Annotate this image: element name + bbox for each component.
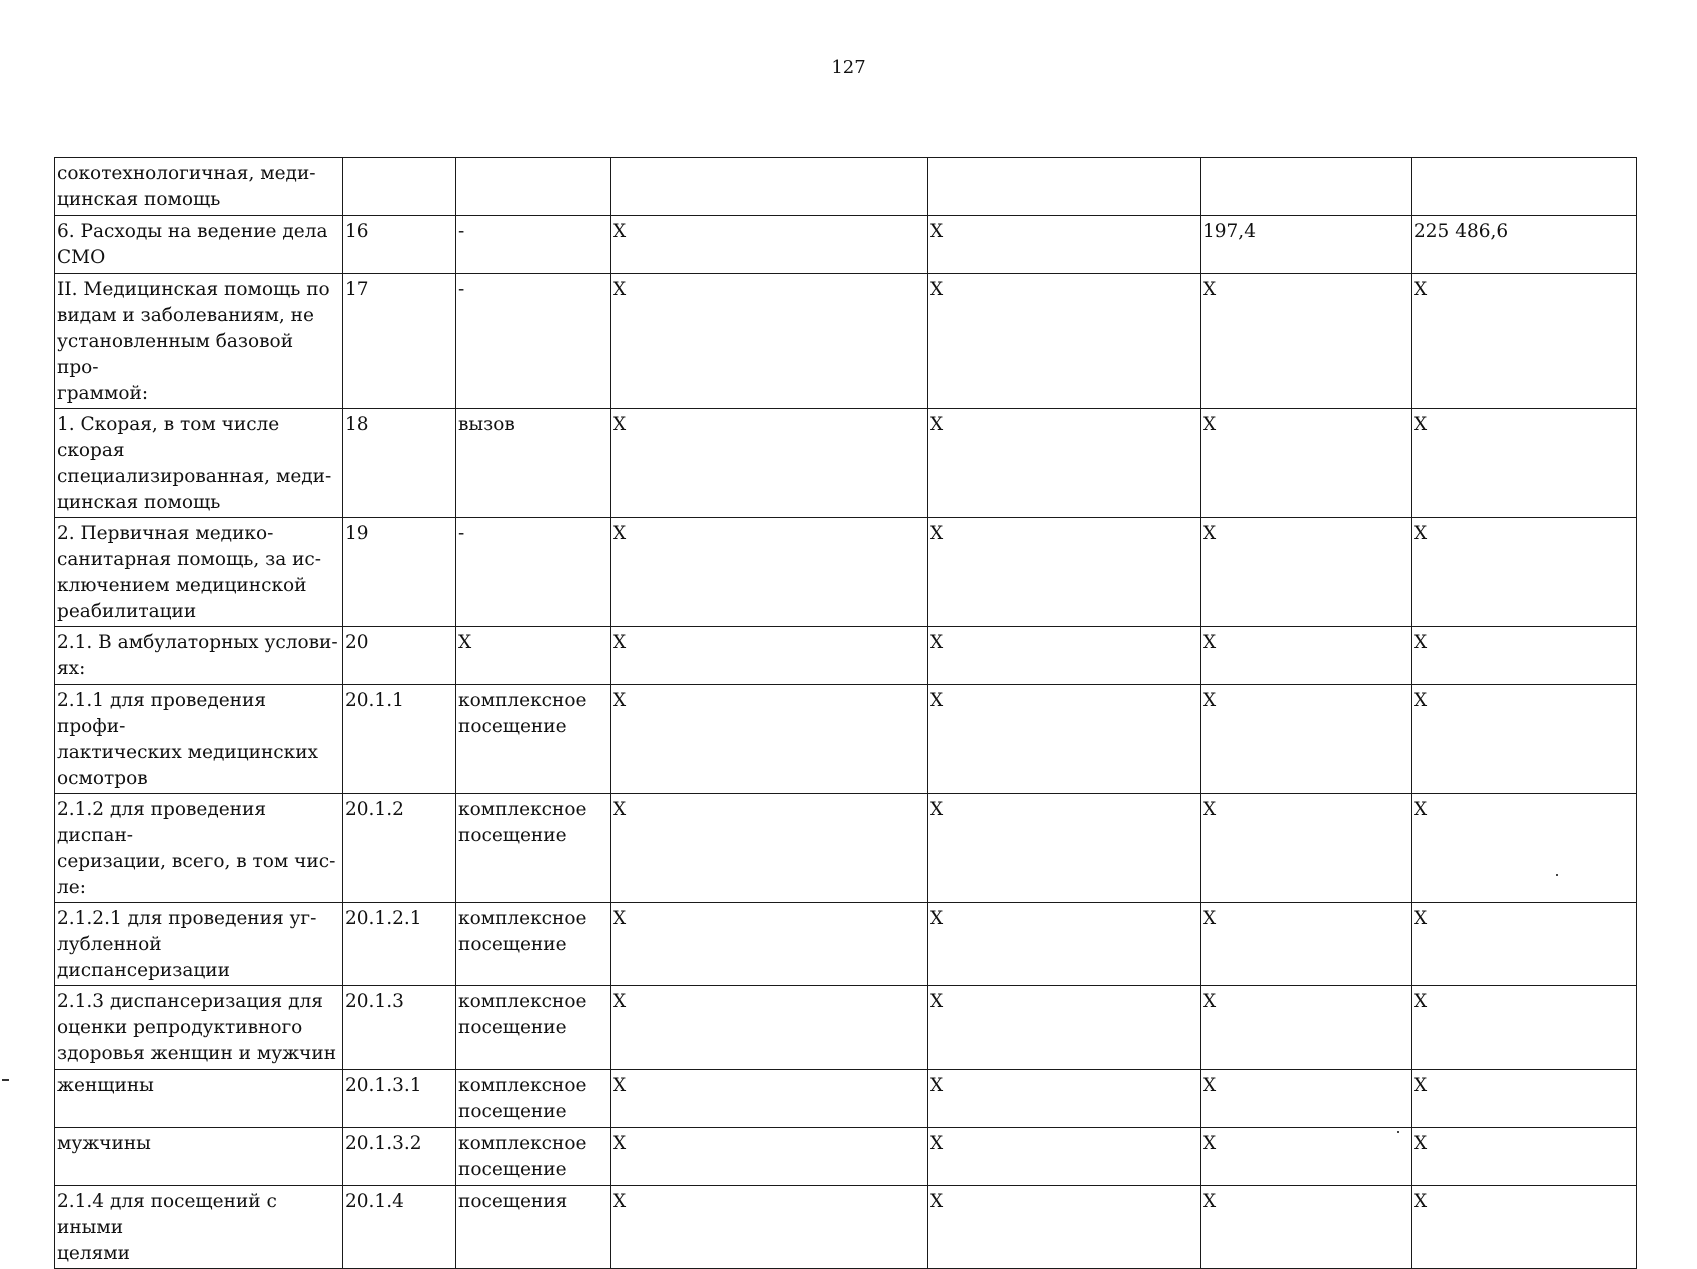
table-row <box>55 794 1637 903</box>
cell-unit: - <box>456 274 611 409</box>
cell-col-5: X <box>928 1186 1201 1269</box>
scan-mark <box>2 1079 9 1081</box>
cell-col-7: X <box>1412 274 1637 409</box>
cell-row-number: 18 <box>343 409 456 518</box>
cell-col-6: 197,4 <box>1201 216 1412 274</box>
cell-col-5: X <box>928 274 1201 409</box>
table-row <box>55 986 1637 1070</box>
cell-unit: комплексное посещение <box>456 685 611 794</box>
cell-indicator: II. Медицинская помощь по видам и заболеваниям, не установленным базовой про- граммой: <box>55 274 343 409</box>
table-row <box>55 627 1637 685</box>
cell-indicator: женщины <box>55 1070 343 1128</box>
data-table <box>54 157 1637 1269</box>
cell-indicator: сокотехнологичная, меди- цинская помощь <box>55 158 343 216</box>
table-row <box>55 274 1637 409</box>
cell-col-5: X <box>928 518 1201 627</box>
cell-col-6: X <box>1201 518 1412 627</box>
scan-speck <box>1397 1131 1399 1133</box>
cell-unit: посещения <box>456 1186 611 1269</box>
cell-col-7: X <box>1412 409 1637 518</box>
cell-col-7: X <box>1412 903 1637 986</box>
cell-col-5: X <box>928 409 1201 518</box>
cell-row-number: 20.1.1 <box>343 685 456 794</box>
cell-col-4 <box>611 158 928 216</box>
cell-row-number: 20.1.2 <box>343 794 456 903</box>
table-row <box>55 1186 1637 1269</box>
cell-col-7: X <box>1412 1128 1637 1186</box>
cell-row-number: 20.1.3.1 <box>343 1070 456 1128</box>
cell-col-4: X <box>611 1186 928 1269</box>
cell-col-7 <box>1412 158 1637 216</box>
cell-col-4: X <box>611 216 928 274</box>
table-row <box>55 518 1637 627</box>
cell-row-number: 16 <box>343 216 456 274</box>
cell-indicator: мужчины <box>55 1128 343 1186</box>
cell-indicator: 2.1.4 для посещений с иными целями <box>55 1186 343 1269</box>
cell-col-6: X <box>1201 1186 1412 1269</box>
cell-col-7: 225 486,6 <box>1412 216 1637 274</box>
cell-col-4: X <box>611 1070 928 1128</box>
cell-row-number: 20.1.3.2 <box>343 1128 456 1186</box>
cell-col-5: X <box>928 794 1201 903</box>
cell-col-5: X <box>928 986 1201 1070</box>
cell-indicator: 2.1. В амбулаторных услови- ях: <box>55 627 343 685</box>
table-row <box>55 158 1637 216</box>
table-body <box>55 158 1637 1269</box>
cell-col-6: X <box>1201 685 1412 794</box>
cell-indicator: 2.1.1 для проведения профи- лактических медицинских осмотров <box>55 685 343 794</box>
cell-indicator: 2. Первичная медико- санитарная помощь, за ис- ключением медицинской реабилитации <box>55 518 343 627</box>
cell-col-5: X <box>928 903 1201 986</box>
cell-indicator: 1. Скорая, в том числе скорая специализированная, меди- цинская помощь <box>55 409 343 518</box>
cell-unit: вызов <box>456 409 611 518</box>
cell-row-number <box>343 158 456 216</box>
table-row <box>55 1128 1637 1186</box>
cell-col-6: X <box>1201 1070 1412 1128</box>
cell-col-5: X <box>928 627 1201 685</box>
cell-col-4: X <box>611 409 928 518</box>
cell-col-7: X <box>1412 518 1637 627</box>
cell-col-7: X <box>1412 794 1637 903</box>
cell-col-5: X <box>928 1128 1201 1186</box>
cell-col-6: X <box>1201 1128 1412 1186</box>
cell-col-6: X <box>1201 903 1412 986</box>
cell-col-4: X <box>611 903 928 986</box>
cell-col-6: X <box>1201 409 1412 518</box>
scan-speck <box>1556 874 1558 876</box>
cell-indicator: 2.1.2.1 для проведения уг- лубленной диспансеризации <box>55 903 343 986</box>
cell-col-4: X <box>611 1128 928 1186</box>
cell-indicator: 6. Расходы на ведение дела СМО <box>55 216 343 274</box>
cell-indicator: 2.1.3 диспансеризация для оценки репродуктивного здоровья женщин и мужчин <box>55 986 343 1070</box>
cell-unit: комплексное посещение <box>456 903 611 986</box>
cell-col-6: X <box>1201 274 1412 409</box>
cell-col-4: X <box>611 627 928 685</box>
cell-col-7: X <box>1412 986 1637 1070</box>
table-row <box>55 685 1637 794</box>
cell-col-4: X <box>611 274 928 409</box>
table-row <box>55 409 1637 518</box>
cell-col-7: X <box>1412 685 1637 794</box>
cell-col-6: X <box>1201 794 1412 903</box>
cell-unit: комплексное посещение <box>456 1128 611 1186</box>
cell-col-4: X <box>611 685 928 794</box>
cell-unit: X <box>456 627 611 685</box>
table-row <box>55 216 1637 274</box>
cell-row-number: 20 <box>343 627 456 685</box>
cell-col-5: X <box>928 1070 1201 1128</box>
cell-row-number: 20.1.2.1 <box>343 903 456 986</box>
cell-col-4: X <box>611 794 928 903</box>
cell-col-5: X <box>928 685 1201 794</box>
cell-indicator: 2.1.2 для проведения диспан- серизации, всего, в том чис- ле: <box>55 794 343 903</box>
cell-col-6: X <box>1201 627 1412 685</box>
table-row <box>55 903 1637 986</box>
table-row <box>55 1070 1637 1128</box>
cell-col-6 <box>1201 158 1412 216</box>
cell-col-6: X <box>1201 986 1412 1070</box>
cell-col-7: X <box>1412 1186 1637 1269</box>
cell-col-4: X <box>611 518 928 627</box>
cell-col-7: X <box>1412 627 1637 685</box>
cell-unit: комплексное посещение <box>456 986 611 1070</box>
page-number: 127 <box>831 57 866 78</box>
cell-col-7: X <box>1412 1070 1637 1128</box>
cell-col-5: X <box>928 216 1201 274</box>
cell-row-number: 20.1.3 <box>343 986 456 1070</box>
cell-row-number: 19 <box>343 518 456 627</box>
cell-unit: - <box>456 216 611 274</box>
cell-unit <box>456 158 611 216</box>
cell-unit: комплексное посещение <box>456 794 611 903</box>
cell-col-5 <box>928 158 1201 216</box>
cell-unit: - <box>456 518 611 627</box>
cell-row-number: 17 <box>343 274 456 409</box>
cell-unit: комплексное посещение <box>456 1070 611 1128</box>
cell-col-4: X <box>611 986 928 1070</box>
cell-row-number: 20.1.4 <box>343 1186 456 1269</box>
